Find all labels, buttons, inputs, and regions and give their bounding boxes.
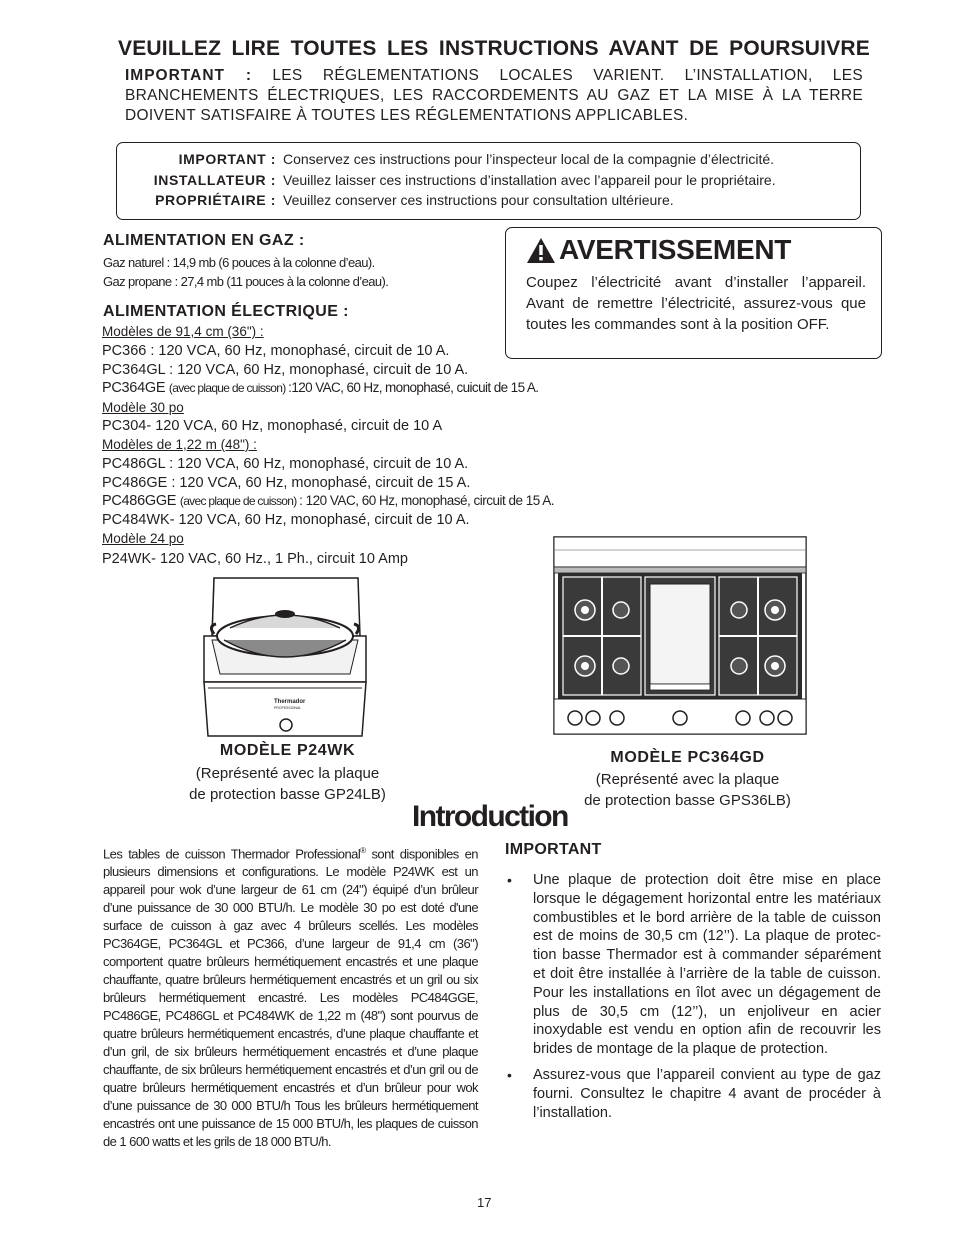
registered-mark: ® — [360, 846, 366, 855]
spec-pc486ge: PC486GE : 120 VCA, 60 Hz, monophasé, circuit de 15 A. — [102, 475, 471, 491]
model-pc364gd: MODÈLE PC364GD — [610, 749, 765, 766]
notice-row-installer — [117, 172, 862, 192]
group-36: Modèles de 91,4 cm (36") : — [102, 324, 264, 339]
important-bullet-2: Assurez-vous que l’appareil convient au type de gaz fourni. Consultez le chapitre 4 avant de procéder à l’installation. — [533, 1067, 881, 1121]
important-label: IMPORTANT : — [125, 67, 253, 84]
bullet-dot: • — [507, 1067, 512, 1083]
spec-pc486gge — [102, 493, 554, 509]
spec-note: (avec plaque de cuisson) — [179, 494, 300, 508]
warning-title-text: AVERTISSEMENT — [559, 234, 792, 265]
notice-row-owner — [117, 192, 862, 212]
electric-heading: ALIMENTATION ÉLECTRIQUE : — [103, 303, 349, 320]
spec-model: PC486GGE — [102, 493, 180, 509]
caption-pc364gd-2: de protection basse GPS36LB) — [584, 792, 791, 809]
wok-brand-sub: PROFESSIONAL — [274, 706, 302, 710]
spec-pc364ge — [102, 380, 538, 396]
important-bullet-1: Une plaque de protection doit être mise en place lorsque le dégagement horizontal entre les matériaux combustibles et le bord arrière de la table de cuisson est de moins de 30,5 cm (12’’). La plaque de protec-tion basse Thermador est à commander séparément et doit être installée à l’arrière de la table de cuisson. Pour les installations en îlot avec un dégagement de plus de 30,5 cm (12’’), un enjoliveur en acier inoxydable est vendu en option afin de recouvrir les brides de montage de la plaque de protection. — [533, 872, 881, 1058]
caption-p24wk-2: de protection basse GP24LB) — [189, 786, 386, 803]
intro-text-b: sont disponibles en plusieurs dimensions et configurations. Le modèle P24WK est un appareil pour wok d’une largeur de 61 cm (24") équipé d’un brûleur d’une puissance de 30 000 BTU/h. Le modèle 30 po est doté d'une surface de cuisson à gaz avec 4 brûleurs scellés. Les modèles PC364GE, PC364GL et PC366, d’une largeur de 91,4 cm (36") comportent quatre brûleurs hermétiquement encastrés et une plaque chauffante, quatre brûleurs hermétiquement encastrés et un gril ou six brûleurs hermétiquement encastré. Les modèles PC484GGE, PC486GE, PC486GL et PC484WK de 1,22 m (48") sont pourvus de quatre brûleurs hermétiquement encastrés, d’une plaque chauffante et d’un gril, de six brûleurs hermétiquement encastrés et d’une plaque chauffante, de six brûleurs hermétiquement encastrés et d’un gril ou de quatre brûleurs hermétiquement encastrés et d’un brûleur pour wok d’une puissance de 30 000 BTU/h Tous les brûleurs hermétiquement encastrés ont une puissance de 15 000 BTU/h, les plaques de cuisson de 1 600 watts et les grils de 18 000 BTU/h. — [103, 846, 478, 1150]
wok-appliance-illustration — [200, 574, 370, 740]
wok-brand: Thermador — [274, 699, 306, 705]
caption-pc364gd-1: (Représenté avec la plaque — [595, 771, 780, 788]
caption-p24wk-1: (Représenté avec la plaque — [195, 765, 380, 782]
spec-pc304: PC304- 120 VCA, 60 Hz, monophasé, circuit de 10 A — [102, 418, 443, 434]
notice-label: INSTALLATEUR : — [153, 172, 276, 188]
introduction-body — [103, 842, 478, 1151]
page-number: 17 — [477, 1195, 492, 1210]
spec-p24wk: P24WK- 120 VAC, 60 Hz., 1 Ph., circuit 10 Amp — [102, 551, 408, 567]
spec-pc366: PC366 : 120 VCA, 60 Hz, monophasé, circuit de 10 A. — [102, 343, 450, 359]
notice-label: IMPORTANT : — [178, 151, 276, 167]
center-griddle — [645, 577, 715, 695]
warning-box — [505, 227, 882, 359]
model-p24wk: MODÈLE P24WK — [219, 742, 356, 759]
notice-row-important — [117, 151, 862, 171]
gas-natural: Gaz naturel : 14,9 mb (6 pouces à la colonne d’eau). — [103, 255, 375, 270]
warning-text: Coupez l’électricité avant d’installer l’appareil. Avant de remettre l’électricité, assurez-vous que toutes les commandes sont à la position OFF. — [526, 274, 866, 333]
warning-triangle-icon — [526, 237, 556, 264]
gas-propane: Gaz propane : 27,4 mb (11 pouces à la colonne d’eau). — [103, 274, 389, 289]
notice-text: Veuillez conserver ces instructions pour consultation ultérieure. — [283, 192, 674, 208]
notice-box — [116, 142, 861, 220]
spec-value: :120 VAC, 60 Hz, monophasé, cuicuit de 15 A. — [288, 380, 539, 395]
notice-text: Veuillez laisser ces instructions d’installation avec l’appareil pour le propriétaire. — [283, 172, 776, 188]
right-burner-grate — [719, 577, 797, 695]
bullet-dot: • — [507, 872, 512, 888]
important-regulations — [125, 66, 863, 126]
notice-text: Conservez ces instructions pour l’inspecteur local de la compagnie d’électricité. — [283, 151, 775, 167]
gas-heading: ALIMENTATION EN GAZ : — [103, 232, 305, 249]
introduction-title: Introduction — [412, 800, 568, 833]
spec-note: (avec plaque de cuisson) — [168, 381, 289, 395]
spec-pc486gl: PC486GL : 120 VCA, 60 Hz, monophasé, circuit de 10 A. — [102, 456, 469, 472]
group-24: Modèle 24 po — [102, 531, 184, 546]
warning-title — [526, 234, 791, 266]
left-burner-grate — [563, 577, 641, 695]
page-heading: VEUILLEZ LIRE TOUTES LES INSTRUCTIONS AVANT DE POURSUIVRE — [118, 37, 870, 60]
group-30: Modèle 30 po — [102, 400, 184, 415]
rangetop-illustration — [553, 536, 807, 736]
spec-pc364gl: PC364GL : 120 VCA, 60 Hz, monophasé, circuit de 10 A. — [102, 362, 469, 378]
intro-text-a: Les tables de cuisson Thermador Professional — [103, 846, 361, 862]
important-text: LES RÉGLEMENTATIONS LOCALES VARIENT. L’INSTALLATION, LES BRANCHEMENTS ÉLECTRIQUES, LES RACCORDEMENTS AU GAZ ET LA MISE À LA TERRE DOIVENT SATISFAIRE À TOUTES LES RÉGLEMENTATIONS APPLICABLES. — [125, 67, 864, 124]
spec-value: : 120 VAC, 60 Hz, monophasé, circuit de 15 A. — [299, 493, 555, 508]
spec-model: PC364GE — [102, 380, 169, 396]
important-heading: IMPORTANT — [505, 841, 602, 858]
group-48: Modèles de 1,22 m (48") : — [102, 437, 257, 452]
spec-pc484wk: PC484WK- 120 VCA, 60 Hz, monophasé, circuit de 10 A. — [102, 512, 470, 528]
notice-label: PROPRIÉTAIRE : — [155, 192, 276, 208]
